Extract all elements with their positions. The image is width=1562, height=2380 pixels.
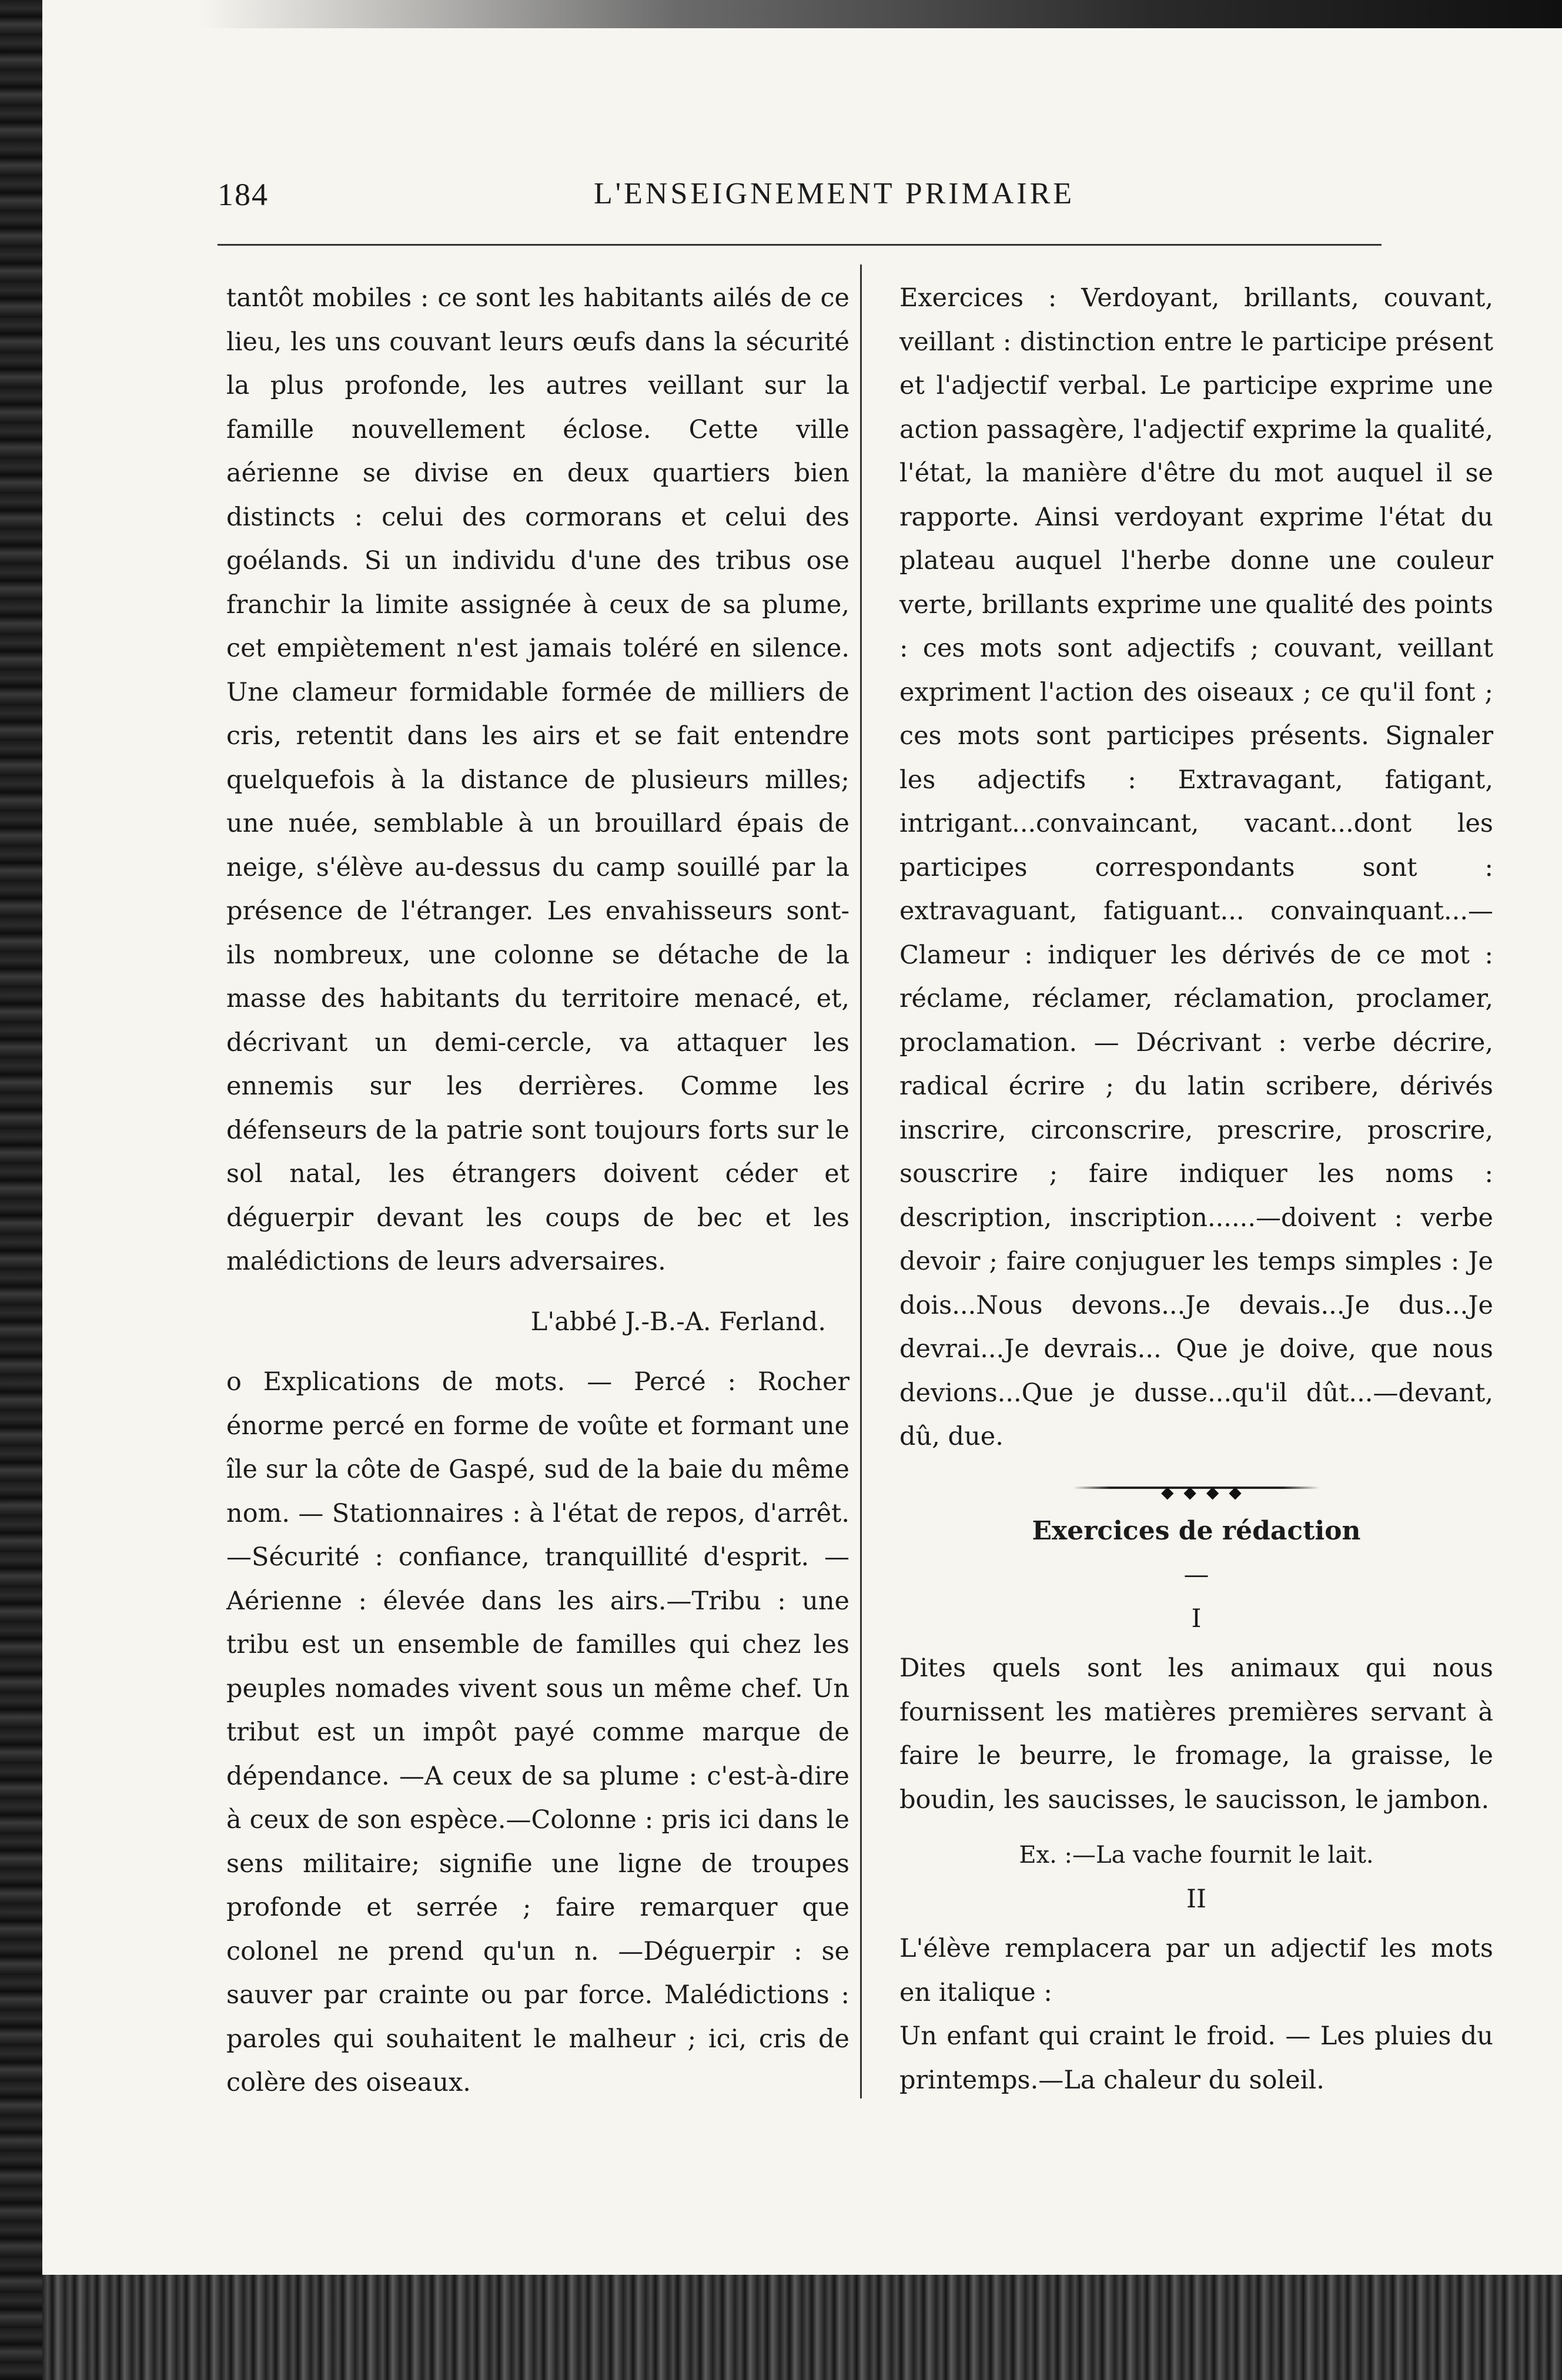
- exercise-number-2: II: [1186, 1884, 1206, 1914]
- left-column: [226, 276, 849, 2105]
- page-number: 184: [218, 177, 269, 212]
- section-title: Exercices de rédaction: [1032, 1515, 1361, 1546]
- author-signature: L'abbé J.-B.-A. Ferland.: [530, 1307, 826, 1337]
- running-title: L'ENSEIGNEMENT PRIMAIRE: [594, 177, 1075, 210]
- exercise-1-text: Dites quels sont les animaux qui nous fournissent les matières premières servant à faire le beurre, le fromage, la graisse, le boudin, les saucisses, le saucisson, le jambon.: [899, 1653, 1493, 1815]
- header-rule: [218, 244, 1382, 246]
- scan-top-edge: [200, 0, 1562, 28]
- scan-bottom-edge: [42, 2275, 1562, 2380]
- exercise-2-text: L'élève remplacera par un adjectif les mots en italique :: [899, 1934, 1493, 2007]
- right-column: [899, 276, 1493, 2102]
- scan-left-edge: [0, 0, 42, 2380]
- example-line: Ex. :—La vache fournit le lait.: [1019, 1842, 1374, 1869]
- word-explanations: o Explications de mots. — Percé : Rocher énorme percé en forme de voûte et formant une île sur la côte de Gaspé, sud de la baie du même nom. — Stationnaires : à l'état de repos, d'arrêt.—Sécurité : confiance, tranquillité d'esprit. — Aérienne : élevée dans les airs.—Tribu : une tribu est un ensemble de familles qui chez les peuples nomades vivent sous un même chef. Un tribut est un impôt payé comme marque de dépendance. —A ceux de sa plume : c'est-à-dire à ceux de son espèce.—Colonne : pris ici dans le sens militaire; signifie une ligne de troupes profonde et serrée ; faire remarquer que colonel ne prend qu'un n. —Déguerpir : se sauver par crainte ou par force. Malédictions : paroles qui souhaitent le malheur ; ici, cris de colère des oiseaux.: [226, 1367, 849, 2097]
- page-header: [218, 176, 1382, 223]
- passage-text: tantôt mobiles : ce sont les habitants ailés de ce lieu, les uns couvant leurs œufs dans la sécurité la plus profonde, les autres veillant sur la famille nouvellement éclose. Cette ville aérienne se divise en deux quartiers bien distincts : celui des cormorans et celui des goélands. Si un individu d'une des tribus ose franchir la limite assignée à ceux de sa plume, cet empiètement n'est jamais toléré en silence. Une clameur formidable formée de milliers de cris, retentit dans les airs et se fait entendre quelquefois à la distance de plusieurs milles; une nuée, semblable à un brouillard épais de neige, s'élève au-dessus du camp souillé par la présence de l'étranger. Les envahisseurs sont-ils nombreux, une colonne se détache de la masse des habitants du territoire menacé, et, décrivant un demi-cercle, va attaquer les ennemis sur les derrières. Comme les défenseurs de la patrie sont toujours forts sur le sol natal, les étrangers doivent céder et déguerpir devant les coups de bec et les malédictions de leurs adversaires.: [226, 283, 849, 1276]
- ornament-divider: [1073, 1484, 1320, 1492]
- exercises-text: Exercices : Verdoyant, brillants, couvant, veillant : distinction entre le participe présent et l'adjectif verbal. Le participe exprime une action passagère, l'adjectif exprime la qualité, l'état, la manière d'être du mot auquel il se rapporte. Ainsi verdoyant exprime l'état du plateau auquel l'herbe donne une couleur verte, brillants exprime une qualité des points : ces mots sont adjectifs ; couvant, veillant expriment l'action des oiseaux ; ce qu'il font ; ces mots sont participes présents. Signaler les adjectifs : Extravagant, fatigant, intrigant...convaincant, vacant...dont les participes correspondants sont : extravaguant, fatiguant... convainquant...—Clameur : indiquer les dérivés de ce mot : réclame, réclamer, réclamation, proclamer, proclamation. — Décrivant : verbe décrire, radical écrire ; du latin scribere, dérivés inscrire, circonscrire, prescrire, proscrire, souscrire ; faire indiquer les noms : description, inscription......—doivent : verbe devoir ; faire conjuguer les temps simples : Je dois...Nous devons...Je devais...Je dus...Je devrai...Je devrais... Que je doive, que nous devions...Que je dusse...qu'il dût...—devant, dû, due.: [899, 283, 1493, 1451]
- exercise-2-examples: Un enfant qui craint le froid. — Les pluies du printemps.—La chaleur du soleil.: [899, 2021, 1493, 2095]
- column-divider: [860, 265, 862, 2098]
- exercise-number-1: I: [1191, 1604, 1202, 1633]
- section-dash: —: [1183, 1560, 1209, 1589]
